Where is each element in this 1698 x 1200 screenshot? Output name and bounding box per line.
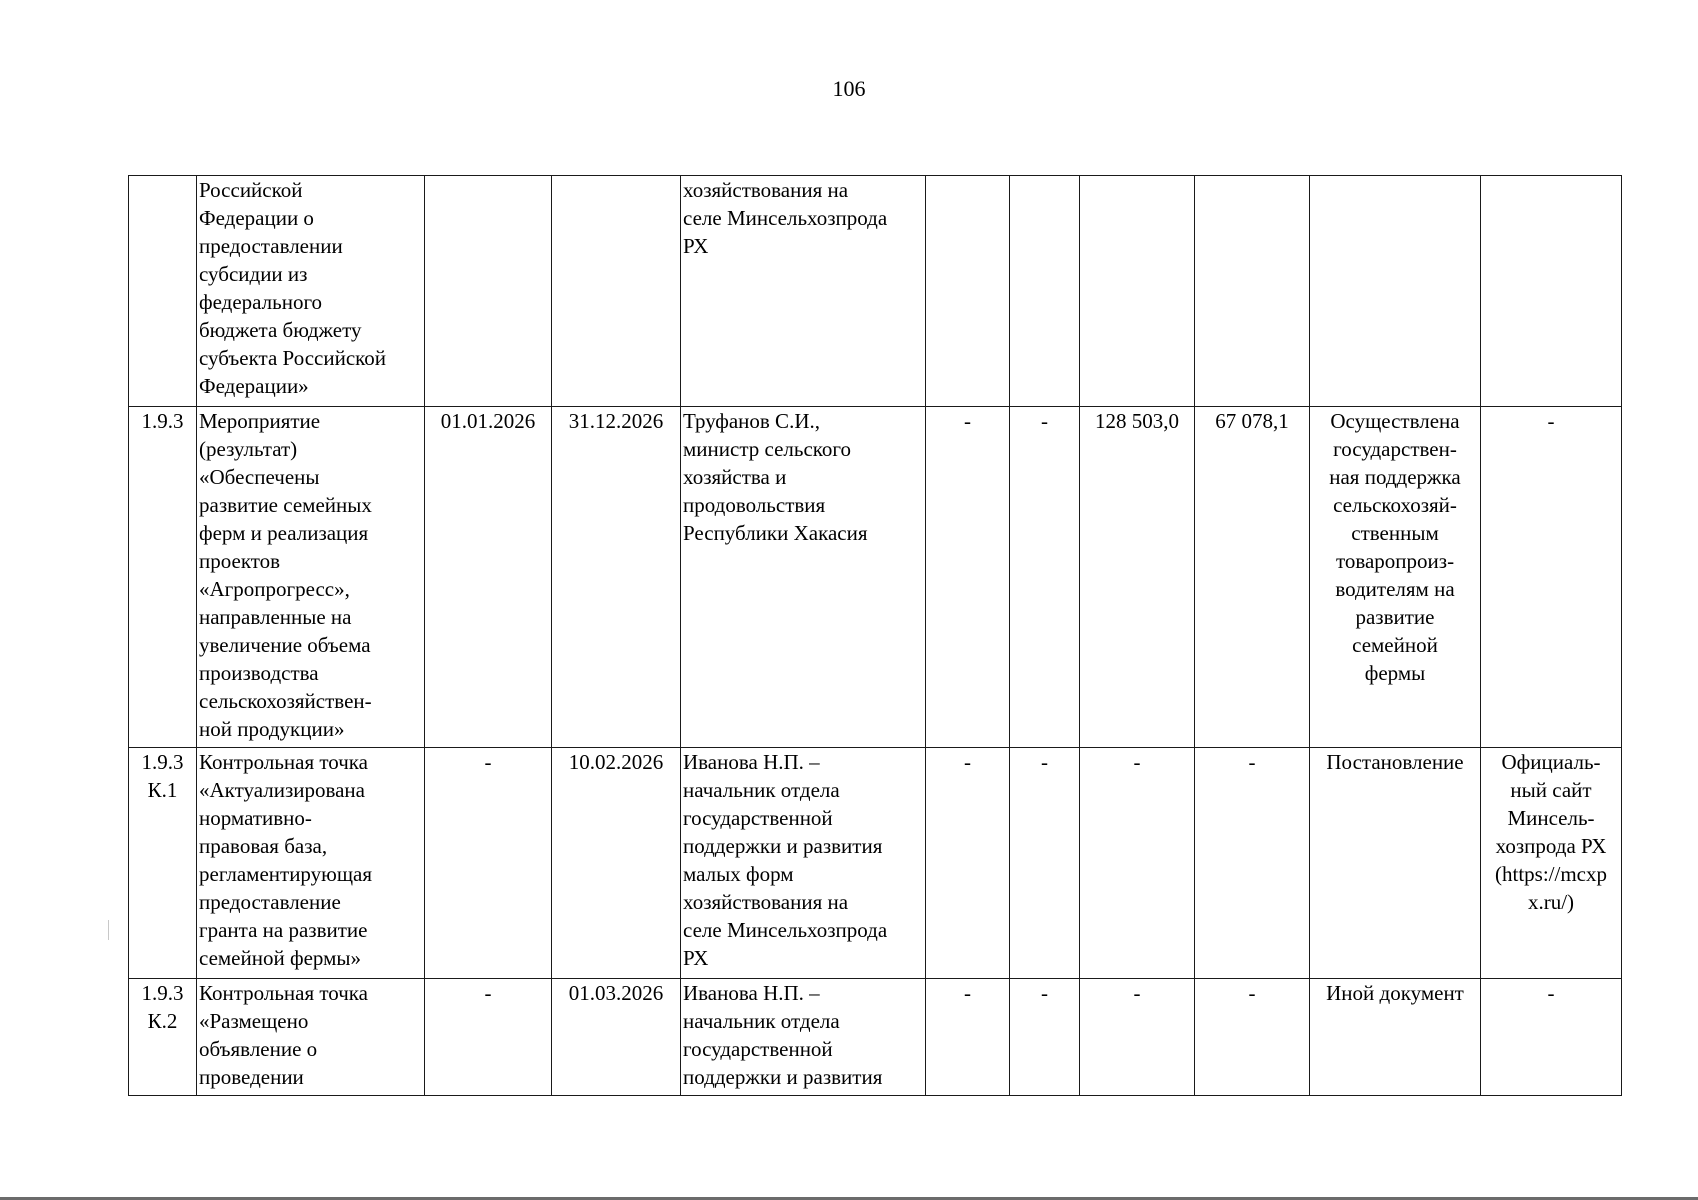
- result-cell: Иной документ: [1310, 979, 1481, 1096]
- result-cell: Постановление: [1310, 748, 1481, 979]
- responsible-cell: Иванова Н.П. – начальник отдела государственной поддержки и развития: [681, 979, 926, 1096]
- scan-mark: [108, 920, 109, 940]
- table-row: [129, 748, 1622, 979]
- start-date-cell: [425, 176, 552, 407]
- value-cell-6: -: [926, 748, 1010, 979]
- row-number-cell: [129, 176, 197, 407]
- value-cell-6: -: [926, 407, 1010, 748]
- start-date-cell: 01.01.2026: [425, 407, 552, 748]
- value-cell-7: -: [1010, 748, 1080, 979]
- event-name-cell: Контрольная точка «Актуализирована нормативно- правовая база, регламентирующая предоставление гранта на развитие семейной фермы»: [197, 748, 425, 979]
- end-date-cell: 01.03.2026: [552, 979, 681, 1096]
- event-name-cell: Российской Федерации о предоставлении субсидии из федерального бюджета бюджету субъекта Российской Федерации»: [197, 176, 425, 407]
- plan-table: [128, 175, 1622, 1096]
- event-name-cell: Мероприятие (результат) «Обеспечены развитие семейных ферм и реализация проектов «Агропрогресс», направленные на увеличение объема производства сельскохозяйствен- ной продукции»: [197, 407, 425, 748]
- table-row: [129, 407, 1622, 748]
- table-row: [129, 176, 1622, 407]
- value-cell-9: 67 078,1: [1195, 407, 1310, 748]
- end-date-cell: [552, 176, 681, 407]
- source-cell: Официаль- ный сайт Минсель- хозпрода РХ (https://mcxp x.ru/): [1481, 748, 1622, 979]
- row-number-cell: 1.9.3 К.1: [129, 748, 197, 979]
- end-date-cell: 10.02.2026: [552, 748, 681, 979]
- end-date-cell: 31.12.2026: [552, 407, 681, 748]
- value-cell-6: -: [926, 979, 1010, 1096]
- row-number-cell: 1.9.3: [129, 407, 197, 748]
- result-cell: [1310, 176, 1481, 407]
- row-number-cell: 1.9.3 К.2: [129, 979, 197, 1096]
- start-date-cell: -: [425, 979, 552, 1096]
- value-cell-9: -: [1195, 979, 1310, 1096]
- value-cell-8: -: [1080, 748, 1195, 979]
- value-cell-8: [1080, 176, 1195, 407]
- value-cell-7: [1010, 176, 1080, 407]
- responsible-cell: Иванова Н.П. – начальник отдела государственной поддержки и развития малых форм хозяйствования на селе Минсельхозпрода РХ: [681, 748, 926, 979]
- result-cell: Осуществлена государствен- ная поддержка сельскохозяй- ственным товаропроиз- водителям на развитие семейной фермы: [1310, 407, 1481, 748]
- source-cell: -: [1481, 979, 1622, 1096]
- source-cell: [1481, 176, 1622, 407]
- start-date-cell: -: [425, 748, 552, 979]
- event-name-cell: Контрольная точка «Размещено объявление о проведении: [197, 979, 425, 1096]
- value-cell-7: -: [1010, 407, 1080, 748]
- page-number: 106: [832, 76, 866, 101]
- table-row: [129, 979, 1622, 1096]
- value-cell-6: [926, 176, 1010, 407]
- value-cell-8: 128 503,0: [1080, 407, 1195, 748]
- value-cell-8: -: [1080, 979, 1195, 1096]
- responsible-cell: Труфанов С.И., министр сельского хозяйства и продовольствия Республики Хакасия: [681, 407, 926, 748]
- value-cell-9: [1195, 176, 1310, 407]
- source-cell: -: [1481, 407, 1622, 748]
- value-cell-7: -: [1010, 979, 1080, 1096]
- responsible-cell: хозяйствования на селе Минсельхозпрода РХ: [681, 176, 926, 407]
- value-cell-9: -: [1195, 748, 1310, 979]
